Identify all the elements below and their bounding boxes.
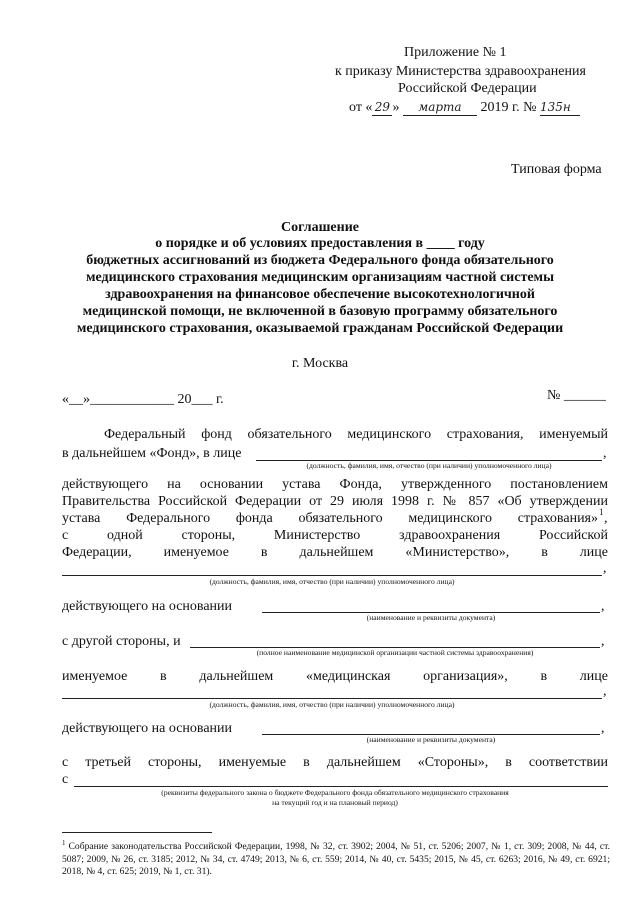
p5-text: именуемое в дальнейшем «медицинская организация», в лице (62, 669, 608, 684)
appendix-label: Приложение № 1 (404, 45, 507, 60)
p6-text: действующего на основании (62, 721, 233, 736)
city: г. Москва (291, 356, 349, 371)
p5-fill-line (62, 698, 602, 699)
title-line-1: Соглашение (281, 220, 359, 235)
p1-comma: , (603, 446, 607, 461)
p1-line-2: в дальнейшем «Фонд», в лице (62, 446, 242, 461)
p2-line-4: с одной стороны, Министерство здравоохранения Российской (62, 528, 608, 543)
p1-line-1: Федеральный фонд обязательного медицинского страхования, именуемый (104, 427, 608, 442)
caption-5: (должность, фамилия, имя, отчество (при наличии) уполномоченного лица) (209, 700, 455, 709)
order-number: 135н (540, 99, 580, 116)
p7-fill-line (74, 786, 608, 787)
title-line-6: медицинской помощи, не включенной в базовую программу обязательного (82, 304, 558, 319)
title-line-7: медицинского страхования, оказываемой гражданам Российской Федерации (76, 321, 564, 336)
p4-text: с другой стороны, и (62, 634, 181, 649)
p7-line-1: с третьей стороны, именуемые в дальнейшем «Стороны», в соответствии (62, 755, 608, 770)
date-month: марта (403, 99, 477, 116)
order-line: к приказу Министерства здравоохранения (335, 64, 586, 79)
title-line-3: бюджетных ассигнований из бюджета Федерального фонда обязательного (86, 253, 554, 268)
p2-comma: , (603, 561, 607, 576)
agreement-date: «__»____________ 20___ г. (62, 392, 224, 407)
caption-7-line-2: на текущий год и на плановый период) (272, 798, 398, 807)
p2-line-2: Правительства Российской Федерации от 29 июля 1998 г. № 857 «Об утверждении (62, 494, 608, 509)
agreement-number: № ______ (547, 388, 606, 403)
p6-comma: , (601, 721, 605, 736)
footnote-marker: 1 (62, 839, 66, 847)
p5-comma: , (603, 684, 607, 699)
caption-6: (наименование и реквизиты документа) (366, 735, 496, 744)
p2-line-3: устава Федерального фонда обязательного медицинского страхования» (62, 511, 598, 526)
p7-line-2: с (62, 772, 69, 787)
caption-7-line-1: (реквизиты федерального закона о бюджете Федерального фонда обязательного медицинского страхования (161, 788, 509, 797)
footnote-text: Собрание законодательства Российской Федерации, 1998, № 32, ст. 3902; 2004, № 51, ст. 5206; 2007, № 1, ст. 309; 2008, № 44, ст. 5087; 2009, № 26, ст. 3185; 2012, № 34, ст. 4749; 2013, № 6, ст. 559; 2014, № 40, ст. 5435; 2015, № 45, ст. 6263; 2016, № 49, ст. 6921; 2018, № 4, ст. 625; 2019, № 1, ст. 31). (62, 841, 610, 878)
order-date-line (349, 99, 580, 116)
p2-line-5: Федерации, именуемое в дальнейшем «Министерство», в лице (62, 545, 608, 560)
p3-text: действующего на основании (62, 599, 233, 614)
title-line-5: здравоохранения на финансовое обеспечение высокотехнологичной (105, 287, 535, 302)
date-prefix: от « (349, 100, 373, 115)
caption-2: (должность, фамилия, имя, отчество (при наличии) уполномоченного лица) (209, 577, 455, 586)
p3-comma: , (601, 599, 605, 614)
p2-fill-line (62, 575, 602, 576)
date-year: 2019 г. № (480, 100, 537, 115)
p2-line-3-comma: , (604, 511, 608, 526)
caption-3: (наименование и реквизиты документа) (366, 613, 496, 622)
caption-4: (полное наименование медицинской организации частной системы здравоохранения) (256, 648, 534, 657)
title-line-4: медицинского страхования медицинским организациям частной системы (85, 270, 555, 285)
caption-1: (должность, фамилия, имя, отчество (при наличии) уполномоченного лица) (306, 461, 552, 470)
date-mid: » (392, 100, 400, 115)
p4-comma: , (601, 634, 605, 649)
form-type: Типовая форма (511, 162, 602, 177)
date-day: 29 (372, 99, 392, 116)
footnote-separator (62, 832, 212, 833)
p2-line-1: действующего на основании устава Фонда, утвержденного постановлением (62, 477, 608, 492)
title-line-2: о порядке и об условиях предоставления в ____ году (155, 236, 485, 251)
footnote-ref: 1 (599, 507, 604, 517)
footnote (62, 837, 610, 879)
ministry-line: Российской Федерации (398, 81, 537, 96)
